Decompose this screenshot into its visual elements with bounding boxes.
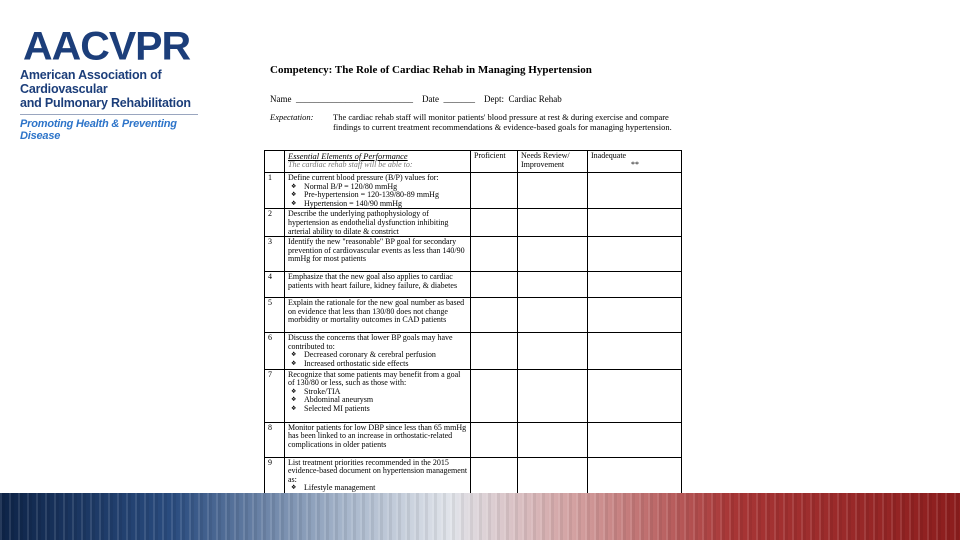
rating-proficient-cell[interactable] bbox=[471, 333, 518, 369]
rating-inadequate-cell[interactable] bbox=[588, 333, 682, 369]
logo-divider bbox=[20, 114, 198, 115]
row-bullet-list bbox=[288, 388, 468, 414]
rating-needs-review-cell[interactable] bbox=[518, 173, 588, 209]
rating-proficient-cell[interactable] bbox=[471, 369, 518, 422]
row-element-text: Monitor patients for low DBP since less than 65 mmHg has been linked to an increase in orthostatic-related complications in older patients bbox=[288, 422, 467, 449]
row-number: 3 bbox=[268, 237, 272, 247]
row-number-cell bbox=[265, 333, 285, 369]
row-element-cell bbox=[285, 457, 471, 494]
header-inadequate: Inadequate bbox=[591, 151, 627, 160]
row-number-cell bbox=[265, 457, 285, 494]
row-number: 6 bbox=[268, 333, 272, 343]
row-number-cell bbox=[265, 369, 285, 422]
row-bullet-list bbox=[288, 484, 468, 493]
rating-needs-review-cell[interactable] bbox=[518, 333, 588, 369]
header-needs-review: Needs Review/ Improvement bbox=[521, 151, 570, 169]
row-bullet-list bbox=[288, 351, 468, 368]
row-element-cell bbox=[285, 369, 471, 422]
rating-inadequate-cell[interactable] bbox=[588, 422, 682, 457]
expectation-text: The cardiac rehab staff will monitor patients' blood pressure at rest & during exercise and compare findings to current treatment recommendations & evidence-based goals for managing hypertension. bbox=[333, 112, 672, 132]
rating-inadequate-cell[interactable] bbox=[588, 209, 682, 237]
row-bullet-item: ❖ Lifestyle management bbox=[288, 484, 468, 493]
rating-inadequate-cell[interactable] bbox=[588, 173, 682, 209]
row-element-cell bbox=[285, 298, 471, 333]
header-inadequate-sub: ** bbox=[631, 159, 639, 169]
header-essential-sub: The cardiac rehab staff will be able to: bbox=[288, 159, 413, 169]
table-row bbox=[265, 209, 682, 237]
row-bullet-item: ❖ Abdominal aneurysm bbox=[288, 396, 468, 405]
rating-inadequate-cell[interactable] bbox=[588, 457, 682, 494]
rating-needs-review-cell[interactable] bbox=[518, 272, 588, 298]
row-element-text: Recognize that some patients may benefit from a goal of 130/80 or less, such as those with: bbox=[288, 369, 461, 388]
aacvpr-logo bbox=[20, 23, 210, 142]
header-proficient-cell bbox=[471, 151, 518, 173]
footer-texture bbox=[0, 493, 960, 540]
rating-proficient-cell[interactable] bbox=[471, 209, 518, 237]
row-number-cell bbox=[265, 173, 285, 209]
table-row bbox=[265, 237, 682, 272]
rating-inadequate-cell[interactable] bbox=[588, 298, 682, 333]
name-date-dept-line: Name __________________________ Date _______ Dept: Cardiac Rehab bbox=[270, 94, 562, 104]
header-essential-cell bbox=[285, 151, 471, 173]
logo-wordmark: AACVPR bbox=[23, 23, 191, 69]
row-number: 2 bbox=[268, 209, 272, 219]
expectation-label: Expectation: bbox=[270, 112, 314, 122]
row-number-cell bbox=[265, 298, 285, 333]
row-number-cell bbox=[265, 237, 285, 272]
row-element-cell bbox=[285, 422, 471, 457]
table-row bbox=[265, 422, 682, 457]
rating-inadequate-cell[interactable] bbox=[588, 369, 682, 422]
rating-proficient-cell[interactable] bbox=[471, 237, 518, 272]
table-row bbox=[265, 333, 682, 369]
table-header-row bbox=[265, 151, 682, 173]
row-element-text: Explain the rationale for the new goal number as based on evidence that less than 130/80 does not change morbidity or mortality outcomes in CAD patients bbox=[288, 298, 465, 325]
row-element-cell bbox=[285, 237, 471, 272]
logo-tagline: Promoting Health & Preventing Disease bbox=[20, 118, 177, 142]
row-number: 9 bbox=[268, 457, 272, 467]
rating-proficient-cell[interactable] bbox=[471, 457, 518, 494]
row-element-text: Define current blood pressure (B/P) values for: bbox=[288, 173, 439, 182]
rating-inadequate-cell[interactable] bbox=[588, 272, 682, 298]
row-element-text: Identify the new "reasonable" BP goal for secondary prevention of cardiovascular events as less than 140/90 mmHg for most patients bbox=[288, 237, 465, 264]
header-inadequate-cell bbox=[588, 151, 682, 173]
row-bullet-item: ❖ Increased orthostatic side effects bbox=[288, 360, 468, 369]
row-number-cell bbox=[265, 422, 285, 457]
row-bullet-item: ❖ Normal B/P = 120/80 mmHg bbox=[288, 183, 468, 192]
rating-proficient-cell[interactable] bbox=[471, 422, 518, 457]
rating-needs-review-cell[interactable] bbox=[518, 457, 588, 494]
row-bullet-item: ❖ Hypertension = 140/90 mmHg bbox=[288, 200, 468, 209]
row-number: 5 bbox=[268, 298, 272, 308]
rating-proficient-cell[interactable] bbox=[471, 272, 518, 298]
row-element-text: Describe the underlying pathophysiology of hypertension as endothelial dysfunction inhibiting arterial ability to dilate & constrict bbox=[288, 209, 449, 236]
row-element-text: List treatment priorities recommended in the 2015 evidence-based document on hypertension management as: bbox=[288, 457, 468, 484]
rating-proficient-cell[interactable] bbox=[471, 298, 518, 333]
header-num-cell bbox=[265, 151, 285, 173]
row-bullet-item: ❖ Selected MI patients bbox=[288, 405, 468, 414]
row-element-cell bbox=[285, 272, 471, 298]
row-element-text: Emphasize that the new goal also applies to cardiac patients with heart failure, kidney failure, & diabetes bbox=[288, 272, 458, 290]
rating-proficient-cell[interactable] bbox=[471, 173, 518, 209]
table-row bbox=[265, 272, 682, 298]
rating-needs-review-cell[interactable] bbox=[518, 422, 588, 457]
table-row bbox=[265, 457, 682, 494]
logo-org-line1: American Association of Cardiovascular bbox=[20, 68, 162, 96]
header-proficient: Proficient bbox=[474, 151, 506, 160]
competency-table bbox=[264, 150, 682, 495]
row-number-cell bbox=[265, 272, 285, 298]
document-title: Competency: The Role of Cardiac Rehab in Managing Hypertension bbox=[270, 64, 592, 76]
row-bullet-item: ❖ Decreased coronary & cerebral perfusion bbox=[288, 351, 468, 360]
row-element-text: Discuss the concerns that lower BP goals may have contributed to: bbox=[288, 333, 453, 351]
rating-needs-review-cell[interactable] bbox=[518, 369, 588, 422]
rating-inadequate-cell[interactable] bbox=[588, 237, 682, 272]
rating-needs-review-cell[interactable] bbox=[518, 237, 588, 272]
logo-org-line2: and Pulmonary Rehabilitation bbox=[20, 96, 191, 110]
rating-needs-review-cell[interactable] bbox=[518, 298, 588, 333]
row-bullet-item: ❖ Pre-hypertension = 120-139/80-89 mmHg bbox=[288, 191, 468, 200]
table-row bbox=[265, 369, 682, 422]
header-essential: Essential Elements of Performance bbox=[288, 151, 408, 161]
row-bullet-item: ❖ Stroke/TIA bbox=[288, 388, 468, 397]
row-element-cell bbox=[285, 173, 471, 209]
row-number-cell bbox=[265, 209, 285, 237]
table-row bbox=[265, 173, 682, 209]
table-row bbox=[265, 298, 682, 333]
rating-needs-review-cell[interactable] bbox=[518, 209, 588, 237]
header-needs-review-cell bbox=[518, 151, 588, 173]
row-element-cell bbox=[285, 333, 471, 369]
row-number: 7 bbox=[268, 369, 272, 379]
row-number: 4 bbox=[268, 272, 272, 282]
row-number: 1 bbox=[268, 173, 272, 182]
row-element-cell bbox=[285, 209, 471, 237]
row-number: 8 bbox=[268, 422, 272, 432]
row-bullet-list bbox=[288, 183, 468, 209]
